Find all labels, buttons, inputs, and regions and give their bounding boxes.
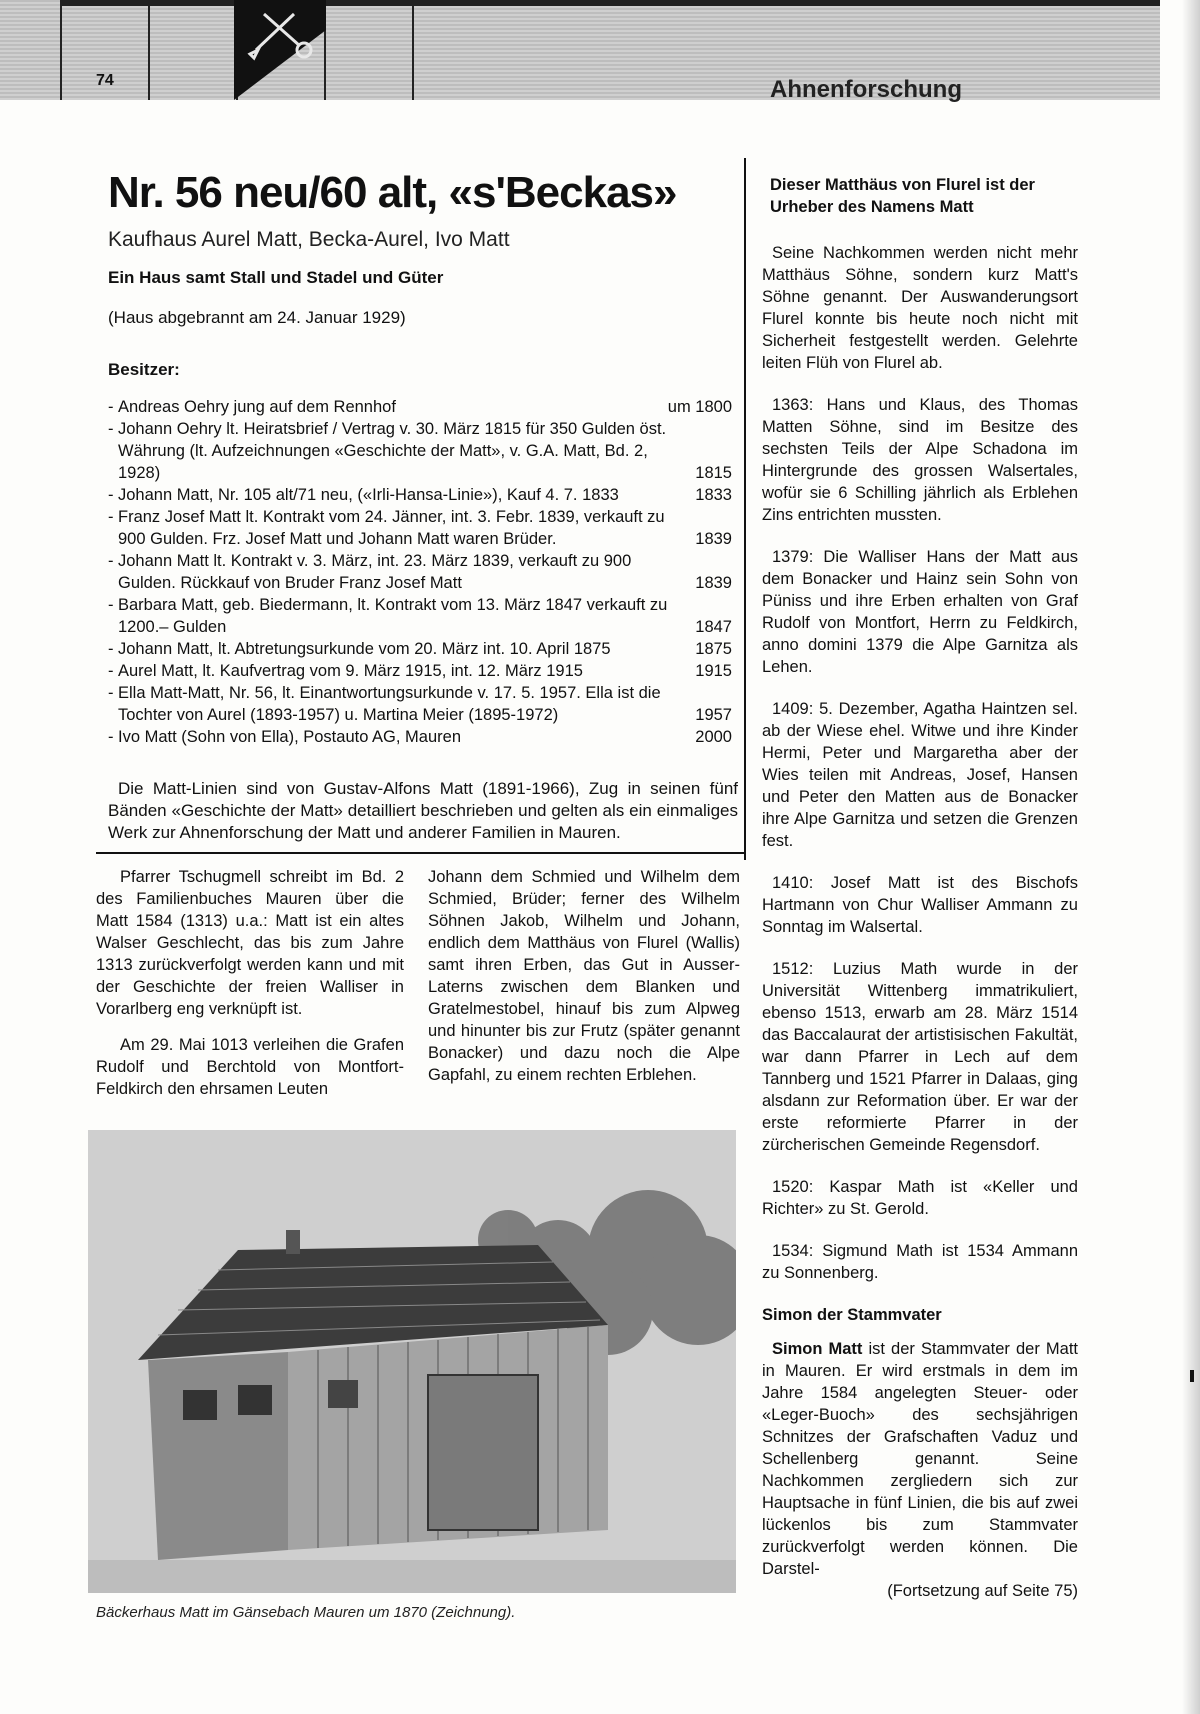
owner-year: um 1800 (667, 398, 732, 416)
shovel-and-crossed-tools-icon (234, 0, 326, 100)
owner-year: 1815 (695, 464, 732, 482)
paragraph: 1410: Josef Matt ist des Bischofs Hartmann von Chur Walliser Ammann zu Sonntag im Walsertal. (762, 874, 1078, 936)
list-item (108, 484, 732, 506)
list-item (108, 550, 732, 594)
sidebar-column (762, 242, 1078, 1602)
paragraph: 1379: Die Walliser Hans der Matt aus dem Bonacker und Hainz sein Sohn von Püniss und ihre Erben erhalten von Graf Rudolf von Montfort, Herrn zu Feldkirch, anno domini 1379 die Alpe Garnitza als Lehen. (762, 548, 1078, 676)
column-divider (744, 160, 746, 860)
list-item (108, 506, 732, 550)
paragraph (762, 1338, 1078, 1580)
list-item (108, 682, 732, 726)
header-divider (60, 0, 62, 100)
owner-text: Johann Oehry lt. Heiratsbrief / Vertrag v. 30. März 1815 für 350 Gulden öst. Währung (lt. Aufzeichnungen «Geschichte der Matt», v. G.A. Matt, Bd. 2, 1928) (118, 420, 667, 482)
owner-text: Ella Matt-Matt, Nr. 56, lt. Einantwortungsurkunde v. 17. 5. 1957. Ella ist die Tochter von Aurel (1893-1957) u. Martina Meier (1895-1972) (118, 684, 661, 724)
list-item (108, 418, 732, 484)
owners-list (108, 396, 732, 748)
article-title: Nr. 56 neu/60 alt, «s'Beckas» (108, 168, 677, 217)
article-subtitle: Kaufhaus Aurel Matt, Becka-Aurel, Ivo Matt (108, 228, 510, 251)
box-summary: Die Matt-Linien sind von Gustav-Alfons Matt (1891-1966), Zug in seinen fünf Bänden «Geschichte der Matt» detailliert beschrieben und gelten als ein einmaliges Werk zur Ahnenforschung der Matt und anderer Familien in Mauren. (108, 779, 738, 842)
owner-year: 1833 (695, 486, 732, 504)
image-caption: Bäckerhaus Matt im Gänsebach Mauren um 1870 (Zeichnung). (96, 1604, 516, 1621)
page-edge-shadow (1182, 0, 1200, 1714)
page-number: 74 (96, 72, 114, 89)
header-top-rule (60, 0, 1160, 6)
owner-year: 2000 (695, 728, 732, 746)
paragraph: 1409: 5. Dezember, Agatha Haintzen sel. ab der Wiese ehel. Witwe und ihre Kinder Hermi, Peter und Margaretha aber der Wies teilen mit Andreas, Josef, Hansen und Peter den Matten aus de Bonacker ihre Alpe Garnitza und setzen die Grenzen fest. (762, 700, 1078, 850)
owner-year: 1875 (695, 640, 732, 658)
house-drawing-illustration (88, 1130, 736, 1593)
list-item (108, 396, 732, 418)
owner-year: 1847 (695, 618, 732, 636)
paragraph: Johann dem Schmied und Wilhelm dem Schmied, Brüder; ferner des Wilhelm Söhnen Jakob, Wilhelm und Johann, endlich dem Matthäus von Flurel (Wallis) samt ihren Erben, das Gut in Ausser-Laterns zwischen dem Blanken und Gratelmestobel, hinauf bis zum Alpweg und hinunter bis zur Frutz (später genannt Bonacker) und dazu noch die Alpe Gapfahl, zu einem rechten Erblehen. (428, 868, 740, 1084)
owner-text: Aurel Matt, lt. Kaufvertrag vom 9. März 1915, int. 12. März 1915 (118, 662, 583, 680)
header-band (0, 0, 1160, 100)
list-item (108, 594, 732, 638)
sidebar-subheading: Simon der Stammvater (762, 1306, 942, 1324)
owner-text: Franz Josef Matt lt. Kontrakt vom 24. Jänner, int. 3. Febr. 1839, verkauft zu 900 Gulden. Frz. Josef Matt und Johann Matt waren Brüder. (118, 508, 665, 548)
paragraph: Seine Nachkommen werden nicht mehr Matthäus Söhne, sondern kurz Matt's Söhne genannt. Der Auswanderungsort Flurel konnte bis heute noch nicht mit Sicherheit festgestellt werden. Gelehrte leiten Flüh von Flurel ab. (762, 244, 1078, 372)
owner-text: Barbara Matt, geb. Biedermann, lt. Kontrakt vom 13. März 1847 verkauft zu 1200.– Gulden (118, 596, 668, 636)
article-note: (Haus abgebrannt am 24. Januar 1929) (108, 308, 406, 327)
list-item (108, 726, 732, 748)
paragraph: 1534: Sigmund Math ist 1534 Ammann zu Sonnenberg. (762, 1242, 1078, 1282)
header-divider (148, 0, 150, 100)
owner-text: Johann Matt, lt. Abtretungsurkunde vom 20. März int. 10. April 1875 (118, 640, 611, 658)
paragraph: 1512: Luzius Math wurde in der Universität Wittenberg immatrikuliert, ebenso 1513, erwarb am 28. März 1514 das Baccalaurat der artistisischen Fakultät, war dann Pfarrer in Lech auf dem Tannberg und 1521 Pfarrer in Dalaas, ging alsdann zur Reformation über. Er war der erste reformierte Pfarrer in der zürcherischen Gemeinde Regensdorf. (762, 960, 1078, 1154)
stammvater-text: ist der Stammvater der Matt in Mauren. Er wird erstmals in dem im Jahre 1584 angelegten Steuer- oder «Leger-Buoch» des sechsjährigen Schnitzes der Grafschaften Vaduz und Schellenberg genannt. Seine Nachkommen zergliedern sich zur Hauptsache in fünf Linien, die bis auf zwei lückenlos bis zum Stammvater zurückverfolgt werden können. Die Darstel- (762, 1340, 1078, 1578)
owner-text: Johann Matt lt. Kontrakt v. 3. März, int. 23. März 1839, verkauft zu 900 Gulden. Rückkauf von Bruder Franz Josef Matt (118, 552, 632, 592)
owner-text: Johann Matt, Nr. 105 alt/71 neu, («Irli-Hansa-Linie»), Kauf 4. 7. 1833 (118, 486, 619, 504)
owner-year: 1957 (695, 706, 732, 724)
owner-year: 1839 (695, 530, 732, 548)
text-column-2 (428, 866, 740, 1100)
owner-text: Ivo Matt (Sohn von Ella), Postauto AG, Mauren (118, 728, 462, 746)
paragraph: 1520: Kaspar Math ist «Keller und Richter» zu St. Gerold. (762, 1178, 1078, 1218)
header-divider (412, 0, 414, 100)
owner-text: Andreas Oehry jung auf dem Rennhof (118, 398, 396, 416)
article-subhead: Ein Haus samt Stall und Stadel und Güter (108, 268, 444, 287)
text-column-1 (96, 866, 404, 1114)
stammvater-name: Simon Matt (772, 1340, 863, 1358)
owner-year: 1839 (695, 574, 732, 592)
section-title: Ahnenforschung (770, 76, 962, 103)
sidebar-heading: Dieser Matthäus von Flurel ist der Urheber des Namens Matt (770, 176, 1035, 216)
paragraph: 1363: Hans und Klaus, des Thomas Matten Söhne, sind im Besitze des sechsten Teils der Alpe Schadona im Hintergrunde des grossen Walsertales, wofür sie 6 Schilling jährlich als Erblehen Zins entrichten mussten. (762, 396, 1078, 524)
list-item (108, 638, 732, 660)
owner-year: 1915 (695, 662, 732, 680)
list-item (108, 660, 732, 682)
owners-label: Besitzer: (108, 360, 180, 379)
margin-mark (1190, 1370, 1194, 1382)
continuation-note: (Fortsetzung auf Seite 75) (887, 1582, 1078, 1600)
paragraph: Pfarrer Tschugmell schreibt im Bd. 2 des Familienbuches Mauren über die Matt 1584 (1313) u.a.: Matt ist ein altes Walser Geschlecht, das bis zum Jahre 1313 zurückverfolgt werden kann und mit der Geschichte der freien Walliser in Vorarlberg eng verknüpft ist. (96, 868, 404, 1018)
paragraph: Am 29. Mai 1013 verleihen die Grafen Rudolf und Berchtold von Montfort-Feldkirch den ehrsamen Leuten (96, 1036, 404, 1098)
